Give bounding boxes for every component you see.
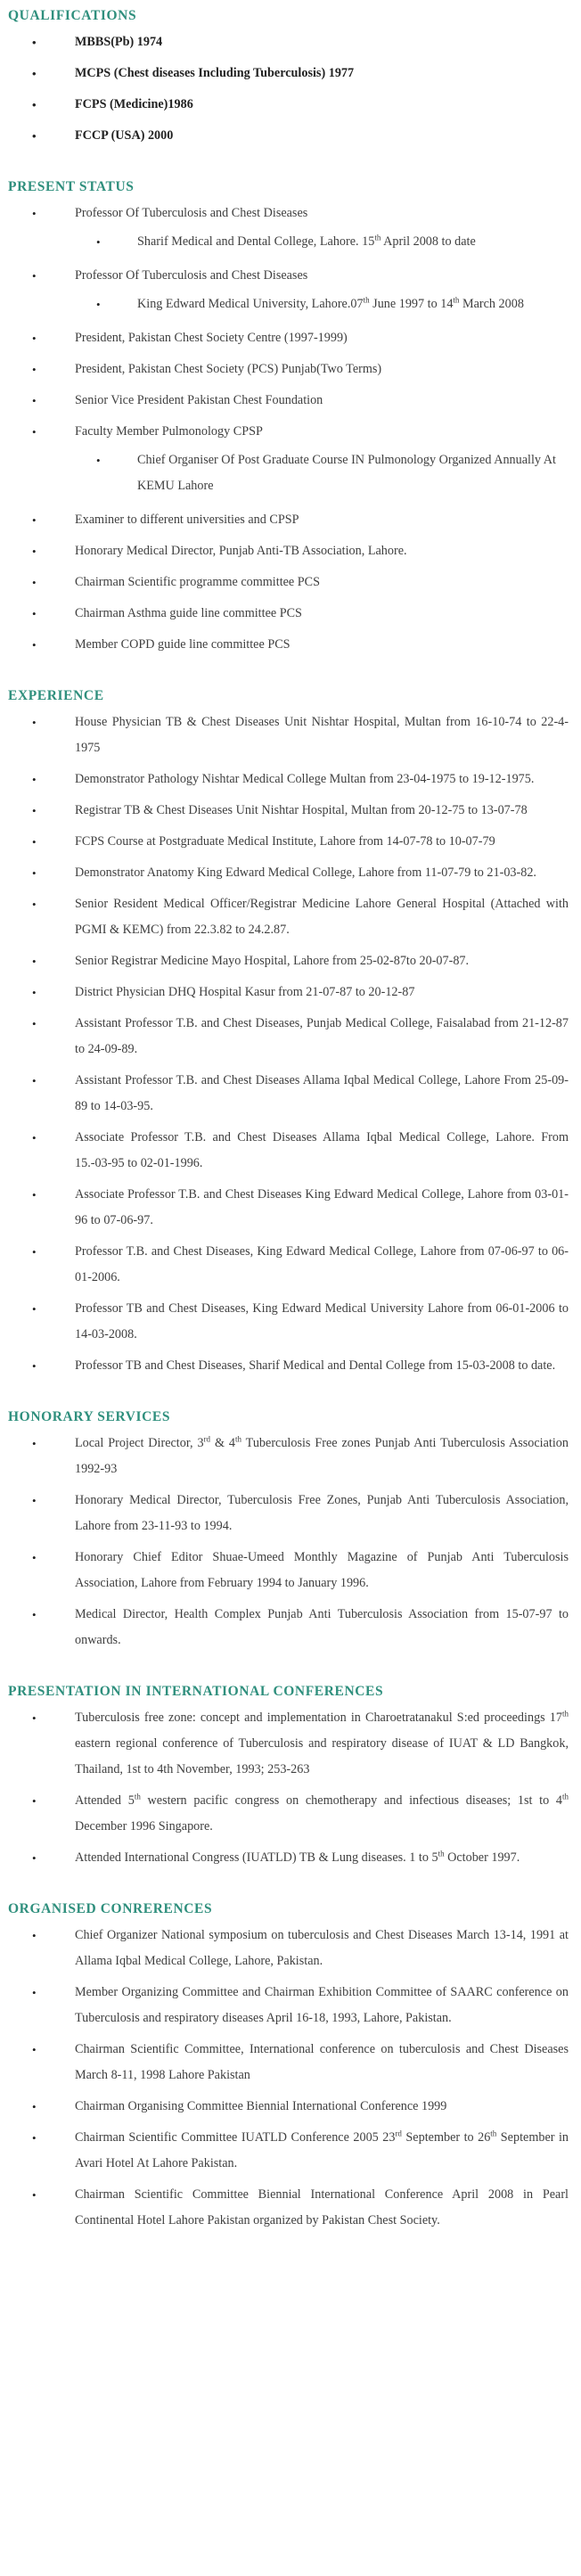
section-heading: HONORARY SERVICES: [8, 1409, 171, 1424]
experience-item: • Senior Resident Medical Officer/Registrar Medicine Lahore General Hospital (Attached with PGMI & KEMC) from 22.3.82 to 24.2.87.: [0, 889, 581, 946]
status-sub-list: [75, 289, 569, 320]
qualification-item: • MCPS (Chest diseases Including Tuberculosis) 1977: [0, 58, 581, 89]
experience-item: • Demonstrator Anatomy King Edward Medical College, Lahore from 11-07-79 to 21-03-82.: [0, 857, 581, 889]
experience-item: • FCPS Course at Postgraduate Medical Institute, Lahore from 14-07-78 to 10-07-79: [0, 826, 581, 857]
status-sub-list: [75, 226, 569, 258]
status-item: [0, 354, 581, 385]
honorary-services-section: [0, 1407, 581, 1656]
section-heading: QUALIFICATIONS: [8, 8, 137, 23]
section-heading: EXPERIENCE: [8, 688, 104, 703]
ordinal-suffix: th: [363, 295, 370, 305]
status-item-text: President, Pakistan Chest Society Centre (1997-1999): [75, 331, 348, 345]
status-item: [0, 416, 581, 505]
experience-item: • Professor T.B. and Chest Diseases, King Edward Medical College, Lahore from 07-06-97 to 06- 01-2006.: [0, 1236, 581, 1293]
section-heading: PRESENTATION IN INTERNATIONAL CONFERENCES: [8, 1684, 384, 1699]
present-status-list: [0, 198, 581, 660]
status-item-text: Chairman Scientific programme committee PCS: [75, 575, 321, 589]
ordinal-suffix: th: [438, 1849, 445, 1858]
organised-conference-item: • Chairman Scientific Committee IUATLD Conference 2005 23rd September to 26th September in Avari Hotel At Lahore Pakistan.: [0, 2122, 581, 2179]
status-sub-item: • Sharif Medical and Dental College, Lahore. 15th April 2008 to date: [0, 226, 569, 258]
qualification-item: • FCCP (USA) 2000: [0, 120, 581, 152]
international-conferences-list: [0, 1702, 581, 1874]
experience-item: • Assistant Professor T.B. and Chest Diseases, Punjab Medical College, Faisalabad from 21-12-87 to 24-09-89.: [0, 1008, 581, 1065]
status-item: [0, 385, 581, 416]
honorary-service-item: • Honorary Medical Director, Tuberculosis Free Zones, Punjab Anti Tuberculosis Association, Lahore from 23-11-93 to 1994.: [0, 1485, 581, 1542]
status-item-text: Honorary Medical Director, Punjab Anti-TB Association, Lahore.: [75, 544, 407, 558]
status-item: [0, 598, 581, 629]
experience-item: • Associate Professor T.B. and Chest Diseases Allama Iqbal Medical College, Lahore. From 15.-03-95 to 02-01-1996.: [0, 1122, 581, 1179]
section-heading: ORGANISED CONRERENCES: [8, 1901, 213, 1916]
status-item: [0, 629, 581, 660]
section-heading: PRESENT STATUS: [8, 179, 135, 194]
organised-conference-item: • Chairman Scientific Committee Biennial International Conference April 2008 in Pearl Continental Hotel Lahore Pakistan organized by Pakistan Chest Society.: [0, 2179, 581, 2236]
honorary-service-item: • Medical Director, Health Complex Punjab Anti Tuberculosis Association from 15-07-97 to onwards.: [0, 1599, 581, 1656]
status-sub-list: [75, 445, 569, 502]
experience-item: • Associate Professor T.B. and Chest Diseases King Edward Medical College, Lahore from 03-01-96 to 07-06-97.: [0, 1179, 581, 1236]
status-item-text: Member COPD guide line committee PCS: [75, 637, 290, 652]
experience-list: [0, 707, 581, 1382]
organised-conferences-list: [0, 1920, 581, 2236]
organised-conference-item: • Member Organizing Committee and Chairman Exhibition Committee of SAARC conference on Tuberculosis and respiratory diseases April 16-18, 1993, Lahore, Pakistan.: [0, 1977, 581, 2034]
status-item-text: Chairman Asthma guide line committee PCS: [75, 606, 302, 620]
qualification-item: • MBBS(Pb) 1974: [0, 27, 581, 58]
status-item: [0, 323, 581, 354]
experience-item: • Registrar TB & Chest Diseases Unit Nishtar Hospital, Multan from 20-12-75 to 13-07-78: [0, 795, 581, 826]
status-item: [0, 567, 581, 598]
experience-section: [0, 685, 581, 1382]
ordinal-suffix: rd: [395, 2129, 402, 2138]
qualification-item: • FCPS (Medicine)1986: [0, 89, 581, 120]
honorary-service-item: • Local Project Director, 3rd & 4th Tuberculosis Free zones Punjab Anti Tuberculosis Association 1992-93: [0, 1428, 581, 1485]
status-item-text: Examiner to different universities and CPSP: [75, 513, 299, 527]
qualifications-list: [0, 27, 581, 152]
experience-item: • District Physician DHQ Hospital Kasur from 21-07-87 to 20-12-87: [0, 977, 581, 1008]
experience-item: • House Physician TB & Chest Diseases Unit Nishtar Hospital, Multan from 16-10-74 to 22-4-1975: [0, 707, 581, 764]
experience-item: • Assistant Professor T.B. and Chest Diseases Allama Iqbal Medical College, Lahore From 25-09-89 to 14-03-95.: [0, 1065, 581, 1122]
status-item: [0, 536, 581, 567]
experience-item: • Professor TB and Chest Diseases, King Edward Medical University Lahore from 06-01-2006 to 14-03-2008.: [0, 1293, 581, 1350]
status-item-text: President, Pakistan Chest Society (PCS) Punjab(Two Terms): [75, 362, 382, 376]
international-conferences-section: [0, 1681, 581, 1874]
honorary-service-item: • Honorary Chief Editor Shuae-Umeed Monthly Magazine of Punjab Anti Tuberculosis Association, Lahore from February 1994 to January 1996.: [0, 1542, 581, 1599]
ordinal-suffix: th: [562, 1792, 569, 1801]
honorary-services-list: [0, 1428, 581, 1656]
experience-item: • Demonstrator Pathology Nishtar Medical College Multan from 23-04-1975 to 19-12-1975.: [0, 764, 581, 795]
status-item-text: Senior Vice President Pakistan Chest Foundation: [75, 393, 323, 407]
conference-presentation-item: • Attended International Congress (IUATLD) TB & Lung diseases. 1 to 5th October 1997.: [0, 1842, 581, 1874]
status-sub-item: • King Edward Medical University, Lahore.07th June 1997 to 14th March 2008: [0, 289, 569, 320]
experience-item: • Professor TB and Chest Diseases, Sharif Medical and Dental College from 15-03-2008 to date.: [0, 1350, 581, 1382]
ordinal-suffix: rd: [203, 1434, 211, 1444]
status-item: [0, 198, 581, 260]
status-item-text: Professor Of Tuberculosis and Chest Diseases: [75, 206, 308, 220]
organised-conferences-section: [0, 1899, 581, 2236]
ordinal-suffix: th: [561, 1709, 569, 1719]
qualifications-section: [0, 5, 581, 152]
ordinal-suffix: th: [374, 233, 381, 242]
conference-presentation-item: • Attended 5th western pacific congress on chemotherapy and infectious diseases; 1st to 4th December 1996 Singapore.: [0, 1785, 581, 1842]
present-status-section: [0, 176, 581, 660]
organised-conference-item: • Chairman Organising Committee Biennial International Conference 1999: [0, 2091, 581, 2122]
status-sub-item: • Chief Organiser Of Post Graduate Course IN Pulmonology Organized Annually At KEMU Lahore: [0, 445, 569, 502]
status-item: [0, 260, 581, 323]
status-item: [0, 505, 581, 536]
status-item-text: Professor Of Tuberculosis and Chest Diseases: [75, 268, 308, 283]
ordinal-suffix: th: [235, 1434, 242, 1444]
experience-item: • Senior Registrar Medicine Mayo Hospital, Lahore from 25-02-87to 20-07-87.: [0, 946, 581, 977]
organised-conference-item: • Chief Organizer National symposium on tuberculosis and Chest Diseases March 13-14, 1991 at Allama Iqbal Medical College, Lahore, Pakistan.: [0, 1920, 581, 1977]
ordinal-suffix: th: [490, 2129, 497, 2138]
ordinal-suffix: th: [453, 295, 460, 305]
conference-presentation-item: • Tuberculosis free zone: concept and implementation in Charoetratanakul S:ed proceedings 17th eastern regional conference of Tuberculosis and respiratory disease of IUAT & LD Bangkok, Thailand, 1st to 4th November, 1993; 253-263: [0, 1702, 581, 1785]
organised-conference-item: • Chairman Scientific Committee, International conference on tuberculosis and Chest Diseases March 8-11, 1998 Lahore Pakistan: [0, 2034, 581, 2091]
ordinal-suffix: th: [134, 1792, 141, 1801]
status-item-text: Faculty Member Pulmonology CPSP: [75, 424, 263, 439]
